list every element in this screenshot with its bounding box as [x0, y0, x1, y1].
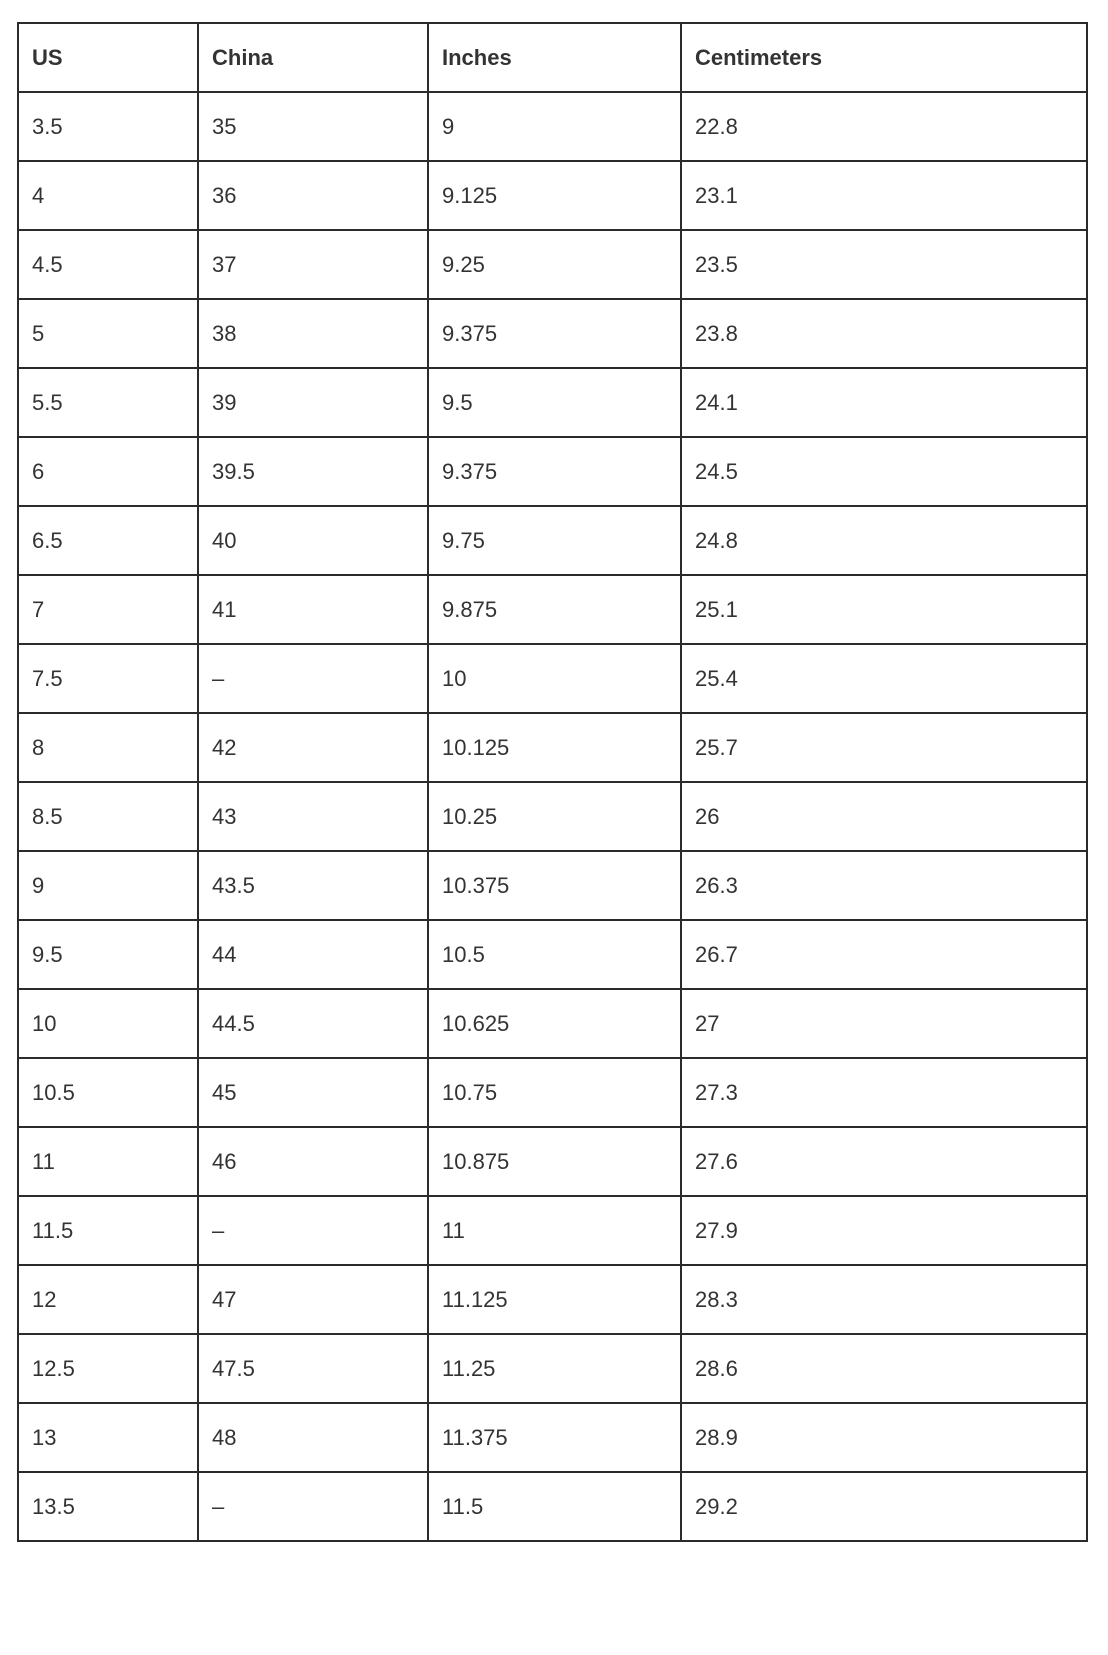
table-row — [18, 368, 1087, 437]
table-row — [18, 575, 1087, 644]
cell-china: 37 — [198, 230, 428, 299]
cell-centimeters: 28.3 — [681, 1265, 1087, 1334]
cell-centimeters: 23.5 — [681, 230, 1087, 299]
cell-centimeters: 26 — [681, 782, 1087, 851]
cell-centimeters: 25.1 — [681, 575, 1087, 644]
table-body — [18, 92, 1087, 1541]
header-china: China — [198, 23, 428, 92]
cell-china: 43 — [198, 782, 428, 851]
cell-us: 7 — [18, 575, 198, 644]
cell-inches: 10.375 — [428, 851, 681, 920]
cell-china: 39 — [198, 368, 428, 437]
cell-us: 5 — [18, 299, 198, 368]
cell-inches: 11.5 — [428, 1472, 681, 1541]
cell-centimeters: 26.3 — [681, 851, 1087, 920]
cell-china: – — [198, 644, 428, 713]
table-row — [18, 161, 1087, 230]
cell-china: 44 — [198, 920, 428, 989]
table-row — [18, 1127, 1087, 1196]
cell-centimeters: 24.8 — [681, 506, 1087, 575]
cell-us: 9.5 — [18, 920, 198, 989]
cell-china: – — [198, 1472, 428, 1541]
cell-china: 36 — [198, 161, 428, 230]
table-row — [18, 644, 1087, 713]
table-row — [18, 1334, 1087, 1403]
cell-inches: 9.875 — [428, 575, 681, 644]
cell-centimeters: 29.2 — [681, 1472, 1087, 1541]
table-row — [18, 299, 1087, 368]
cell-china: 39.5 — [198, 437, 428, 506]
cell-inches: 9.125 — [428, 161, 681, 230]
cell-inches: 10.625 — [428, 989, 681, 1058]
table-row — [18, 851, 1087, 920]
cell-inches: 9.375 — [428, 437, 681, 506]
cell-us: 11.5 — [18, 1196, 198, 1265]
table-row — [18, 1058, 1087, 1127]
cell-inches: 9 — [428, 92, 681, 161]
cell-china: 35 — [198, 92, 428, 161]
cell-centimeters: 28.9 — [681, 1403, 1087, 1472]
cell-inches: 10.875 — [428, 1127, 681, 1196]
cell-china: 48 — [198, 1403, 428, 1472]
table-row — [18, 1472, 1087, 1541]
table-header — [18, 23, 1087, 92]
cell-inches: 9.25 — [428, 230, 681, 299]
cell-centimeters: 25.4 — [681, 644, 1087, 713]
table-row — [18, 1265, 1087, 1334]
table-row — [18, 230, 1087, 299]
cell-china: 44.5 — [198, 989, 428, 1058]
shoe-size-table — [17, 22, 1088, 1542]
table-row — [18, 920, 1087, 989]
cell-us: 4.5 — [18, 230, 198, 299]
cell-centimeters: 23.1 — [681, 161, 1087, 230]
cell-centimeters: 26.7 — [681, 920, 1087, 989]
cell-china: – — [198, 1196, 428, 1265]
cell-us: 11 — [18, 1127, 198, 1196]
cell-us: 13 — [18, 1403, 198, 1472]
cell-inches: 10.75 — [428, 1058, 681, 1127]
cell-centimeters: 27.3 — [681, 1058, 1087, 1127]
cell-inches: 11 — [428, 1196, 681, 1265]
table-row — [18, 506, 1087, 575]
cell-china: 46 — [198, 1127, 428, 1196]
header-inches: Inches — [428, 23, 681, 92]
cell-centimeters: 24.1 — [681, 368, 1087, 437]
table-row — [18, 782, 1087, 851]
header-us: US — [18, 23, 198, 92]
cell-inches: 11.375 — [428, 1403, 681, 1472]
header-centimeters: Centimeters — [681, 23, 1087, 92]
cell-us: 10 — [18, 989, 198, 1058]
cell-us: 12 — [18, 1265, 198, 1334]
table-row — [18, 437, 1087, 506]
cell-inches: 10.5 — [428, 920, 681, 989]
header-row — [18, 23, 1087, 92]
cell-us: 7.5 — [18, 644, 198, 713]
cell-china: 43.5 — [198, 851, 428, 920]
cell-us: 3.5 — [18, 92, 198, 161]
cell-us: 8.5 — [18, 782, 198, 851]
cell-centimeters: 27 — [681, 989, 1087, 1058]
cell-centimeters: 27.6 — [681, 1127, 1087, 1196]
cell-inches: 9.375 — [428, 299, 681, 368]
cell-us: 6.5 — [18, 506, 198, 575]
cell-centimeters: 22.8 — [681, 92, 1087, 161]
cell-us: 4 — [18, 161, 198, 230]
cell-us: 8 — [18, 713, 198, 782]
cell-china: 42 — [198, 713, 428, 782]
cell-china: 40 — [198, 506, 428, 575]
cell-us: 6 — [18, 437, 198, 506]
table-row — [18, 1196, 1087, 1265]
cell-centimeters: 23.8 — [681, 299, 1087, 368]
cell-us: 10.5 — [18, 1058, 198, 1127]
cell-inches: 9.5 — [428, 368, 681, 437]
table-row — [18, 989, 1087, 1058]
cell-inches: 11.25 — [428, 1334, 681, 1403]
cell-china: 41 — [198, 575, 428, 644]
cell-inches: 10.125 — [428, 713, 681, 782]
cell-centimeters: 27.9 — [681, 1196, 1087, 1265]
table-row — [18, 92, 1087, 161]
cell-inches: 9.75 — [428, 506, 681, 575]
cell-centimeters: 28.6 — [681, 1334, 1087, 1403]
table-row — [18, 713, 1087, 782]
cell-us: 13.5 — [18, 1472, 198, 1541]
cell-us: 5.5 — [18, 368, 198, 437]
cell-china: 38 — [198, 299, 428, 368]
cell-centimeters: 24.5 — [681, 437, 1087, 506]
cell-inches: 10.25 — [428, 782, 681, 851]
cell-centimeters: 25.7 — [681, 713, 1087, 782]
cell-china: 47 — [198, 1265, 428, 1334]
cell-china: 47.5 — [198, 1334, 428, 1403]
cell-inches: 11.125 — [428, 1265, 681, 1334]
table-row — [18, 1403, 1087, 1472]
cell-inches: 10 — [428, 644, 681, 713]
cell-us: 12.5 — [18, 1334, 198, 1403]
cell-china: 45 — [198, 1058, 428, 1127]
cell-us: 9 — [18, 851, 198, 920]
